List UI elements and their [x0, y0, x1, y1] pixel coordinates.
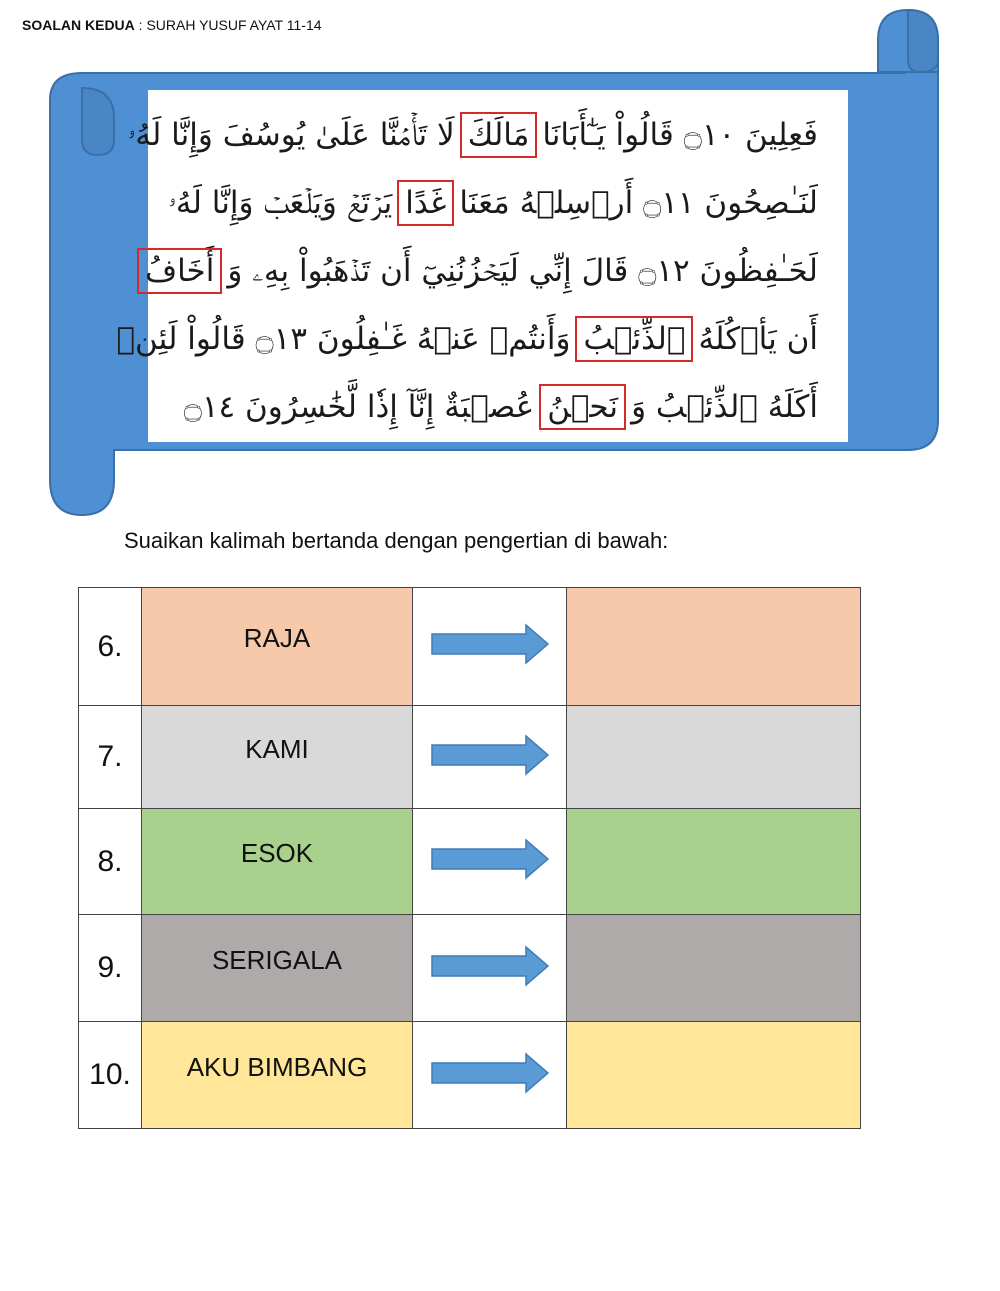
highlighted-word: غَدًا	[402, 185, 449, 221]
term-cell[interactable]	[142, 915, 413, 1022]
term-label: KAMI	[245, 733, 309, 764]
answer-drop-cell[interactable]	[567, 588, 861, 706]
right-arrow-icon	[430, 734, 550, 776]
term-cell[interactable]	[142, 809, 413, 915]
right-arrow-icon	[430, 945, 550, 987]
term-label: AKU BIMBANG	[186, 1051, 368, 1082]
term-label: ESOK	[240, 838, 314, 868]
verse-line-5	[168, 380, 818, 434]
table-row	[79, 706, 861, 809]
header-label: SOALAN KEDUA	[22, 17, 135, 33]
highlighted-word: ٱلذِّئۡبُ	[580, 321, 688, 357]
right-arrow-icon	[430, 838, 550, 880]
table-row	[79, 915, 861, 1022]
arrow-cell	[413, 915, 567, 1022]
row-number: 8.	[79, 809, 142, 915]
term-cell[interactable]	[142, 588, 413, 706]
verse-text: وَأَنتُمۡ عَنۡهُ غَـٰفِلُونَ ۝١٣ قَالُواْ لَئِنۡ	[116, 321, 571, 357]
answer-drop-cell[interactable]	[567, 915, 861, 1022]
verse-line-2	[168, 176, 818, 230]
row-number: 6.	[79, 588, 142, 706]
right-arrow-icon	[430, 1052, 550, 1094]
verse-text: لَحَـٰفِظُونَ ۝١٢ قَالَ إِنِّي لَيَحۡزُنُنِيٓ أَن تَذۡهَبُواْ بِهِۦ وَ	[227, 252, 818, 289]
answer-drop-cell[interactable]	[567, 809, 861, 915]
term-cell[interactable]	[142, 1022, 413, 1129]
row-number: 10.	[79, 1022, 142, 1129]
arrow-cell	[413, 588, 567, 706]
matching-table	[78, 587, 861, 1129]
table-row	[79, 1022, 861, 1129]
verse-text: عُصۡبَةٌ إِنَّآ إِذٗا لَّخَٰسِرُونَ ۝١٤	[183, 389, 535, 425]
answer-drop-cell[interactable]	[567, 706, 861, 809]
instruction-text: Suaikan kalimah bertanda dengan pengertian di bawah:	[124, 528, 669, 553]
verse-text: لَنَـٰصِحُونَ ۝١١ أَرۡسِلۡهُ مَعَنَا	[459, 185, 818, 221]
verse-line-3	[144, 244, 818, 298]
verse-text: فَعِلِينَ ۝١٠ قَالُواْ يَـٰٓأَبَانَا	[542, 117, 818, 153]
highlighted-word: أَخَافُ	[142, 253, 217, 289]
term-label: SERIGALA	[211, 944, 343, 975]
arrow-cell	[413, 809, 567, 915]
row-number: 7.	[79, 706, 142, 809]
header-separator: :	[134, 17, 147, 33]
highlighted-word: نَحۡنُ	[544, 389, 621, 425]
table-row	[79, 809, 861, 915]
verse-line-4	[116, 312, 818, 366]
term-cell[interactable]	[142, 706, 413, 809]
verse-text: يَرۡتَعۡ وَيَلۡعَبۡ وَإِنَّا لَهُۥ	[168, 184, 393, 221]
row-number: 9.	[79, 915, 142, 1022]
arrow-cell	[413, 706, 567, 809]
arrow-cell	[413, 1022, 567, 1129]
right-arrow-icon	[430, 623, 550, 665]
verse-panel	[116, 90, 848, 442]
answer-drop-cell[interactable]	[567, 1022, 861, 1129]
header-subtitle: SURAH YUSUF AYAT 11-14	[146, 17, 322, 33]
verse-text: أَكَلَهُ ٱلذِّئۡبُ وَ	[631, 389, 818, 425]
verse-text: لَا تَأۡمَ۬نَّا عَلَىٰ يُوسُفَ وَإِنَّا لَهُۥ	[127, 116, 455, 153]
highlighted-word: مَالَكَ	[465, 117, 533, 153]
verse-text: أَن يَأۡكُلَهُ	[698, 321, 818, 357]
term-label: RAJA	[243, 623, 311, 653]
table-row	[79, 588, 861, 706]
verse-line-1	[127, 108, 818, 162]
